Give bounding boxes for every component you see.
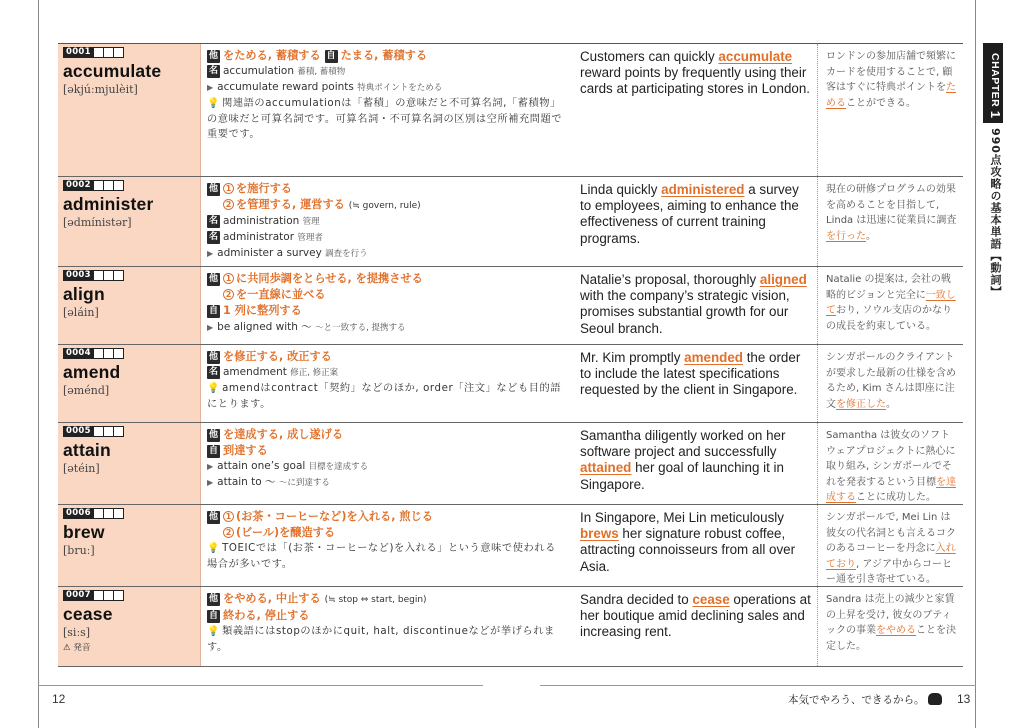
- definition-cell: [200, 44, 574, 176]
- example-text: Mr. Kim promptly: [580, 350, 685, 365]
- definition-line: [207, 459, 566, 475]
- synonyms: (≒ govern, rule): [348, 201, 421, 212]
- definition-text: amendment: [223, 366, 287, 379]
- definition-text: 終わる, 停止する: [223, 609, 310, 623]
- lightbulb-icon: 💡: [207, 543, 221, 555]
- example-sentence: [574, 267, 817, 344]
- translation-text: シンガポールのクライアントが要求した最新の仕様を含めるため, Kim さんは即座に注文: [826, 352, 956, 410]
- check-box: [94, 426, 104, 437]
- translation-highlight: ためる: [826, 82, 956, 109]
- check-box: [114, 508, 124, 519]
- check-box: [104, 348, 114, 359]
- definition-text: 類義語にはstopのほかにquit, halt, discontinueなどが挙げられます。: [207, 626, 555, 653]
- footer-tagline: [788, 692, 942, 707]
- definition-text: (ビール)を醸造する: [236, 526, 336, 540]
- definition-line: [207, 287, 566, 303]
- definition-text: attain one’s goal: [217, 460, 306, 473]
- check-box: [104, 590, 114, 601]
- translation-text: , アジア中からコーヒー通を引き寄せている。: [826, 558, 952, 586]
- check-box: [114, 590, 124, 601]
- definition-text: accumulation: [223, 65, 294, 78]
- definition-text: administer a survey: [217, 247, 322, 260]
- gloss: ～に到達する: [278, 478, 330, 489]
- entry-row: [58, 423, 963, 505]
- check-box: [94, 508, 104, 519]
- translation: [817, 587, 963, 666]
- example-text: Customers can quickly: [580, 49, 719, 64]
- translation-highlight: を行った: [826, 230, 866, 242]
- definition-text: をためる, 蓄積する: [223, 49, 321, 62]
- sense-number: 1: [223, 511, 234, 522]
- pronunciation: [əménd]: [63, 384, 110, 397]
- entry-number: 0003: [63, 270, 94, 281]
- example-text: Samantha diligently worked on her software project and successfully: [580, 428, 786, 460]
- definition-text: たまる, 蓄積する: [340, 49, 428, 62]
- right-page-number: 13: [957, 692, 971, 706]
- part-of-speech-tag: 自: [326, 51, 336, 61]
- part-of-speech-tag: 他: [208, 274, 218, 284]
- translation: [817, 177, 963, 266]
- footer-rule-right: [540, 685, 976, 686]
- example-text: a survey to employees, aiming to enhance the effectiveness of current training programs.: [580, 182, 799, 246]
- arrow-icon: ▶: [207, 249, 214, 259]
- definition-line: [207, 525, 566, 541]
- translation-text: Samantha は彼女のソフトウェアプロジェクトに熱心に取り組み, シンガポールでそれを発表するという目標: [826, 430, 956, 488]
- entry-number: 0002: [63, 180, 94, 191]
- definition-line: [207, 80, 566, 96]
- part-of-speech-tag: 自: [208, 306, 218, 317]
- fist-icon: [928, 693, 942, 705]
- check-box: [104, 180, 114, 191]
- definition-line: [207, 443, 566, 459]
- example-text: Sandra decided to: [580, 592, 693, 607]
- headword: amend: [63, 362, 121, 382]
- translation-text: シンガポールで, Mei Lin は彼女の代名詞とも言えるコクのあるコーヒーを丹念に: [826, 512, 956, 555]
- headword-cell: [58, 505, 200, 586]
- definition-line: [207, 96, 566, 142]
- headword: align: [63, 284, 105, 304]
- check-box: [104, 426, 114, 437]
- definition-line: [207, 48, 566, 64]
- headword-cell: [58, 267, 200, 344]
- headword-cell: [58, 587, 200, 666]
- definition-text: TOEICでは「(お茶・コーヒーなど)を入れる」という意味で使われる場合が多いです。: [207, 543, 556, 570]
- translation-text: ことができる。: [846, 97, 916, 109]
- translation: [817, 44, 963, 176]
- translation: [817, 345, 963, 422]
- example-text: In Singapore, Mei Lin meticulously: [580, 510, 784, 525]
- definition-line: [207, 509, 566, 525]
- definition-cell: [200, 345, 574, 422]
- arrow-icon: ▶: [207, 83, 214, 93]
- example-text: reward points by frequently using their cards at participating stores in London.: [580, 65, 811, 97]
- definition-line: [207, 303, 566, 319]
- definition-line: [207, 608, 566, 624]
- gloss: 管理: [302, 217, 320, 228]
- definition-line: [207, 591, 566, 608]
- example-sentence: [574, 587, 817, 666]
- check-box: [94, 270, 104, 281]
- example-highlight: aligned: [759, 272, 807, 287]
- definition-text: を修正する, 改正する: [223, 350, 332, 363]
- definition-line: [207, 381, 566, 412]
- entry-number-row: [63, 47, 196, 58]
- gloss: 特典ポイントをためる: [357, 83, 443, 94]
- definition-line: [207, 271, 566, 287]
- definition-line: [207, 246, 566, 262]
- arrow-icon: ▶: [207, 462, 214, 472]
- entry-row: [58, 177, 963, 267]
- gloss: 修正, 修正案: [290, 368, 339, 379]
- part-of-speech-tag: 他: [208, 594, 218, 604]
- definition-line: [207, 214, 566, 230]
- example-sentence: [574, 423, 817, 504]
- definition-line: [207, 230, 566, 246]
- definition-text: 関連語のaccumulationは「蓄積」の意味だと不可算名詞,「蓄積物」の意味だと可算名詞です。可算名詞・不可算名詞の区別は空所補充問題で重要です。: [207, 98, 563, 141]
- headword: attain: [63, 440, 111, 460]
- footer-rule-left: [38, 685, 483, 686]
- part-of-speech-tag: 他: [208, 512, 218, 522]
- gloss: 蓄積, 蓄積物: [297, 67, 346, 78]
- example-text: Linda quickly: [580, 182, 662, 197]
- example-highlight: amended: [684, 350, 743, 365]
- check-box: [104, 47, 114, 58]
- example-sentence: [574, 345, 817, 422]
- part-of-speech-tag: 他: [208, 184, 218, 194]
- chapter-number: 1: [988, 110, 1003, 119]
- translation-highlight: を修正した: [836, 398, 886, 410]
- translation: [817, 423, 963, 504]
- headword: brew: [63, 522, 105, 542]
- definition-text: を管理する, 運営する: [236, 198, 345, 212]
- translation-text: Sandra は売上の減少と家賃の上昇を受け, 彼女のブティックの事業: [826, 594, 955, 637]
- definition-line: [207, 64, 566, 80]
- sense-number: 2: [223, 527, 234, 538]
- pronunciation: [siːs]: [63, 626, 91, 639]
- translation: [817, 267, 963, 344]
- part-of-speech-tag: 名: [208, 216, 218, 227]
- headword-cell: [58, 423, 200, 504]
- example-highlight: brews: [580, 526, 619, 542]
- check-box: [104, 270, 114, 281]
- example-text: operations at her boutique amid declining sales and increasing rent.: [580, 592, 811, 640]
- entry-number-row: [63, 180, 196, 191]
- check-box: [114, 426, 124, 437]
- translation-highlight: 入れており: [826, 543, 956, 570]
- translation-text: おり, ソウル支店のかなりの成長を約束している。: [826, 305, 953, 332]
- example-sentence: [574, 44, 817, 176]
- definition-line: [207, 320, 566, 336]
- example-highlight: cease: [692, 592, 730, 607]
- definition-text: を達成する, 成し遂げる: [223, 428, 344, 441]
- definition-cell: [200, 505, 574, 586]
- translation-text: ロンドンの参加店舗で頻繁にカードを使用することで, 顧客はすぐに特典ポイントを: [826, 51, 956, 94]
- definition-line: [207, 197, 566, 214]
- definition-line: [207, 365, 566, 381]
- translation-text: 。: [886, 398, 896, 410]
- definition-text: be aligned with ～: [217, 320, 312, 333]
- check-box: [114, 47, 124, 58]
- definition-cell: [200, 267, 574, 344]
- right-margin-rule: [975, 0, 976, 728]
- pronunciation: [əkjúːmjulèit]: [63, 83, 138, 96]
- part-of-speech-tag: 名: [208, 232, 218, 243]
- definition-text: attain to ～: [217, 476, 276, 489]
- headword: administer: [63, 194, 154, 214]
- definition-line: [207, 624, 566, 655]
- check-box: [114, 348, 124, 359]
- sense-number: 2: [223, 199, 234, 210]
- definition-line: [207, 427, 566, 443]
- chapter-side-title: 990点攻略の基本単語【動詞】: [989, 128, 1002, 298]
- definition-text: を一直線に並べる: [236, 288, 326, 302]
- vocabulary-list: [58, 43, 963, 667]
- definition-text: amendはcontract「契約」などのほか, order「注文」なども目的語にとります。: [207, 383, 562, 410]
- definition-cell: [200, 587, 574, 666]
- definition-cell: [200, 177, 574, 266]
- definition-cell: [200, 423, 574, 504]
- part-of-speech-tag: 名: [208, 66, 218, 77]
- translation-text: 現在の研修プログラムの効果を高めることを目指して, Linda は迅速に従業員に調査: [826, 184, 957, 227]
- definition-line: [207, 541, 566, 572]
- gloss: ～と一致する, 提携する: [315, 322, 406, 333]
- pronunciation: [ətéin]: [63, 462, 100, 475]
- arrow-icon: ▶: [207, 478, 214, 488]
- definition-text: をやめる, 中止する: [223, 592, 321, 605]
- definition-text: (お茶・コーヒーなど)を入れる, 煎じる: [236, 510, 433, 523]
- example-text: her goal of launching it in Singapore.: [580, 460, 784, 492]
- gloss: 目標を達成する: [308, 462, 369, 473]
- gloss: 調査を行う: [325, 249, 368, 260]
- example-text: her signature robust coffee, attracting connoisseurs from all over Asia.: [580, 526, 796, 574]
- headword: accumulate: [63, 61, 162, 81]
- gloss: 管理者: [297, 233, 323, 244]
- example-text: with the company’s strategic vision, promises substantial growth for our Seoul branch.: [580, 288, 790, 336]
- entry-number: 0007: [63, 590, 94, 601]
- definition-line: [207, 349, 566, 365]
- translation-highlight: 一致して: [826, 289, 956, 317]
- example-text: the order to include the latest specifications requested by the client in Singapore.: [580, 350, 801, 398]
- definition-line: [207, 475, 566, 491]
- example-sentence: [574, 505, 817, 586]
- translation-text: 。: [866, 230, 876, 242]
- entry-number-row: [63, 348, 196, 359]
- check-box: [104, 508, 114, 519]
- arrow-icon: ▶: [207, 322, 214, 332]
- check-box: [94, 590, 104, 601]
- entry-number: 0001: [63, 47, 94, 58]
- entry-row: [58, 505, 963, 587]
- definition-text: administration: [223, 215, 300, 228]
- definition-text: administrator: [223, 231, 295, 244]
- entry-row: [58, 267, 963, 345]
- lightbulb-icon: 💡: [207, 626, 221, 638]
- translation-highlight: を達成する: [826, 476, 956, 504]
- example-text: Natalie’s proposal, thoroughly: [580, 272, 760, 287]
- entry-row: [58, 587, 963, 667]
- translation-text: Natalie の提案は, 会社の戦略的ビジョンと完全に: [826, 274, 951, 301]
- lightbulb-icon: 💡: [207, 383, 221, 395]
- check-box: [94, 47, 104, 58]
- entry-number: 0004: [63, 348, 94, 359]
- entry-number: 0005: [63, 426, 94, 437]
- part-of-speech-tag: 名: [208, 367, 218, 378]
- translation-highlight: をやめる: [876, 625, 916, 637]
- chapter-label: CHAPTER: [989, 53, 1001, 108]
- check-box: [114, 180, 124, 191]
- definition-text: 1 列に整列する: [223, 304, 302, 318]
- pronunciation: [bruː]: [63, 544, 95, 557]
- left-page-number: 12: [52, 692, 66, 706]
- entry-number-row: [63, 590, 196, 601]
- translation-text: ことに成功した。: [856, 492, 936, 504]
- pronunciation: [əláin]: [63, 306, 99, 319]
- part-of-speech-tag: 自: [208, 611, 218, 622]
- example-highlight: accumulate: [718, 49, 793, 64]
- entry-number-row: [63, 426, 196, 437]
- headword-cell: [58, 345, 200, 422]
- example-highlight: attained: [580, 460, 632, 476]
- entry-row: [58, 345, 963, 423]
- footer-tagline-text: 本気でやろう、できるから。: [788, 694, 925, 706]
- part-of-speech-tag: 他: [208, 430, 218, 440]
- definition-text: 到達する: [223, 444, 268, 458]
- entry-number-row: [63, 508, 196, 519]
- headword-cell: [58, 44, 200, 176]
- translation: [817, 505, 963, 586]
- sense-number: 2: [223, 289, 234, 300]
- sense-number: 1: [223, 273, 234, 284]
- pronunciation-warning: ⚠ 発音: [63, 643, 91, 653]
- left-margin-rule: [38, 0, 39, 728]
- synonyms: (≒ stop ⇔ start, begin): [324, 595, 427, 605]
- pronunciation: [ədmínistər]: [63, 216, 132, 229]
- entry-number: 0006: [63, 508, 94, 519]
- entry-row: [58, 44, 963, 177]
- chapter-tab: [983, 43, 1003, 123]
- sense-number: 1: [223, 183, 234, 194]
- part-of-speech-tag: 他: [208, 352, 218, 362]
- lightbulb-icon: 💡: [207, 98, 221, 110]
- part-of-speech-tag: 自: [208, 446, 218, 457]
- headword-cell: [58, 177, 200, 266]
- entry-number-row: [63, 270, 196, 281]
- translation-text: ことを決定した。: [826, 625, 956, 652]
- part-of-speech-tag: 他: [208, 51, 218, 61]
- definition-line: [207, 181, 566, 197]
- definition-text: を施行する: [236, 182, 292, 195]
- example-highlight: administered: [661, 182, 745, 197]
- definition-text: accumulate reward points: [217, 81, 354, 94]
- definition-text: に共同歩調をとらせる, を提携させる: [236, 272, 423, 285]
- check-box: [94, 180, 104, 191]
- example-sentence: [574, 177, 817, 266]
- headword: cease: [63, 604, 113, 624]
- check-box: [94, 348, 104, 359]
- check-box: [114, 270, 124, 281]
